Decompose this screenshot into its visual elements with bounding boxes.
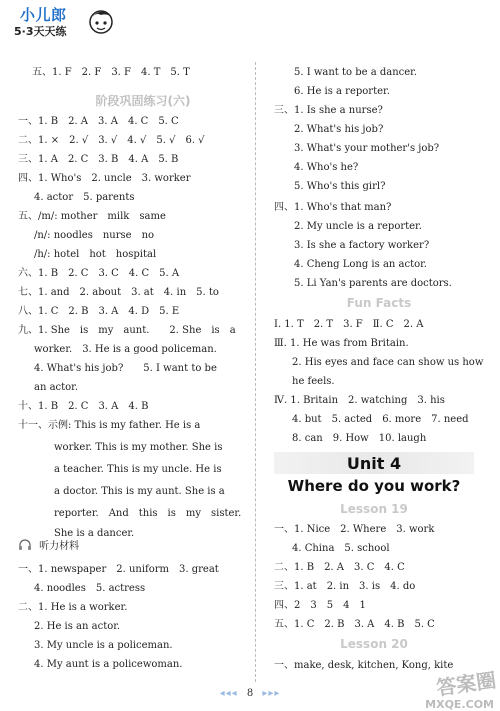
lesson-20-title: Lesson 20 xyxy=(340,637,408,651)
lesson-19-title: Lesson 19 xyxy=(340,502,408,516)
answer-line: he feels. xyxy=(292,376,335,387)
brand-title: 小儿郎 xyxy=(20,6,67,24)
answer-line: 3. My uncle is a policeman. xyxy=(34,640,173,651)
answer-line: 4. My aunt is a policewoman. xyxy=(34,659,183,670)
answer-line: 6. He is a reporter. xyxy=(294,86,390,97)
answer-line: 4. Cheng Long is an actor. xyxy=(294,259,427,270)
answer-line: 三、1. Is she a nurse? xyxy=(274,105,383,116)
listening-material-label: 听力材料 xyxy=(39,541,80,552)
answer-line: 一、make, desk, kitchen, Kong, kite xyxy=(274,660,454,671)
answer-line: 3. What's your mother's job? xyxy=(294,143,440,154)
answer-line: 4. actor 5. parents xyxy=(34,192,135,203)
answer-line: 2. His eyes and face can show us how xyxy=(292,357,484,368)
column-divider xyxy=(255,62,256,682)
answer-line: 一、1. newspaper 2. uniform 3. great xyxy=(18,564,219,575)
answer-line: 5. Li Yan's parents are doctors. xyxy=(294,278,452,289)
watermark-logo: 答案圈 xyxy=(434,667,498,701)
answer-line: 十一、示例: This is my father. He is a xyxy=(18,420,201,431)
answer-line: 4. Who's he? xyxy=(294,162,359,173)
answer-line: 五、1. F 2. F 3. F 4. T 5. T xyxy=(32,67,190,78)
answer-line: Ⅲ. 1. He was from Britain. xyxy=(274,338,409,349)
answer-line: 九、1. She is my aunt. 2. She is a xyxy=(18,325,236,336)
answer-line: 七、1. and 2. about 3. at 4. in 5. to xyxy=(18,287,219,298)
headphones-icon xyxy=(18,538,32,552)
answer-line: 4. What's his job? 5. I want to be xyxy=(34,363,217,374)
answer-line: 8. can 9. How 10. laugh xyxy=(292,433,427,444)
prev-arrows-icon: ◂◂◂ xyxy=(219,688,238,699)
section-title: 阶段巩固练习(六) xyxy=(95,94,191,108)
answer-line: 一、1. Nice 2. Where 3. work xyxy=(274,524,435,535)
page-number: 8 xyxy=(246,688,254,699)
answer-line: 三、1. A 2. C 3. B 4. A 5. B xyxy=(18,154,179,165)
answer-line: 4. but 5. acted 6. more 7. need xyxy=(292,414,469,425)
answer-line: 三、1. at 2. in 3. is 4. do xyxy=(274,581,416,592)
answer-line: worker. This is my mother. She is xyxy=(54,442,223,453)
brand-logo xyxy=(6,4,126,42)
unit-title: Unit 4 xyxy=(346,454,402,473)
answer-line: 4. China 5. school xyxy=(292,543,390,554)
answer-line: 二、1. × 2. √ 3. √ 4. √ 5. √ 6. √ xyxy=(18,135,205,146)
answer-line: 四、1. Who's that man? xyxy=(274,202,392,213)
answer-line: 五、1. C 2. B 3. A 4. B 5. C xyxy=(274,619,435,630)
answer-line: /n/: noodles nurse no xyxy=(34,230,155,241)
answer-line: 十、1. B 2. C 3. A 4. B xyxy=(18,401,149,412)
answer-line: Ⅰ. 1. T 2. T 3. F Ⅱ. C 2. A xyxy=(274,319,424,330)
answer-line: 四、1. Who's 2. uncle 3. worker xyxy=(18,173,191,184)
fun-facts-title: Fun Facts xyxy=(346,296,412,310)
unit-subtitle: Where do you work? xyxy=(287,477,461,495)
answer-line: 3. Is she a factory worker? xyxy=(294,240,430,251)
answer-line: 4. noodles 5. actress xyxy=(34,583,146,594)
answer-line: 五、/m/: mother milk same xyxy=(18,211,166,222)
answer-line: 四、2 3 5 4 1 xyxy=(274,600,366,611)
answer-line: 5. I want to be a dancer. xyxy=(294,67,418,78)
answer-line: She is a dancer. xyxy=(54,528,135,539)
answer-line: an actor. xyxy=(34,382,79,393)
answer-line: 二、1. He is a worker. xyxy=(18,602,128,613)
answer-line: reporter. And this is my sister. xyxy=(54,508,242,519)
answer-line: a doctor. This is my aunt. She is a xyxy=(54,486,225,497)
answer-line: a teacher. This is my uncle. He is xyxy=(54,464,222,475)
mascot-icon xyxy=(86,6,116,40)
answer-line: 2. My uncle is a reporter. xyxy=(294,221,422,232)
answer-line: /h/: hotel hot hospital xyxy=(34,249,157,260)
listening-material-heading xyxy=(18,534,79,550)
answer-line: 5. Who's this girl? xyxy=(294,181,386,192)
watermark-url: MXQE.COM xyxy=(425,698,494,711)
answer-line: 八、1. C 2. B 3. A 4. D 5. E xyxy=(18,306,180,317)
next-arrows-icon: ▸▸▸ xyxy=(262,688,281,699)
brand-subtitle: 5·3天天练 xyxy=(14,25,67,38)
answer-line: 二、1. B 2. A 3. C 4. C xyxy=(274,562,405,573)
answer-line: 一、1. B 2. A 3. A 4. C 5. C xyxy=(18,116,179,127)
answer-line: 六、1. B 2. C 3. C 4. C 5. A xyxy=(18,268,180,279)
answer-line: 2. He is an actor. xyxy=(34,621,121,632)
answer-line: Ⅳ. 1. Britain 2. watching 3. his xyxy=(274,395,445,406)
answer-line: 2. What's his job? xyxy=(294,124,384,135)
answer-line: worker. 3. He is a good policeman. xyxy=(34,344,217,355)
